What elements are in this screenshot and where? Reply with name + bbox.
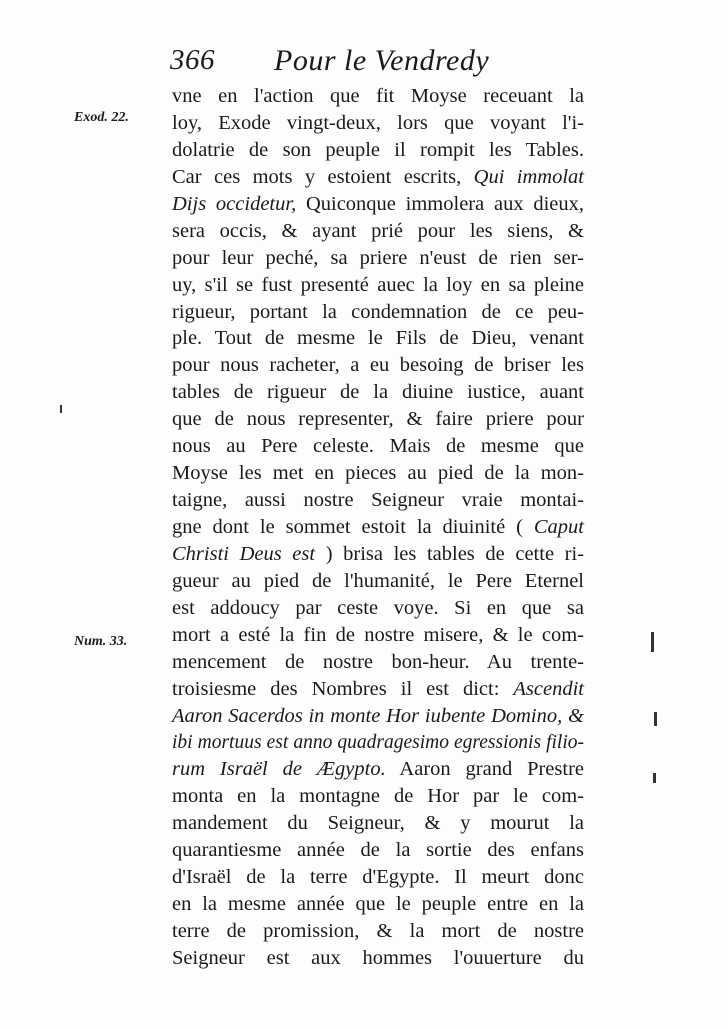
text-segment: Seigneur est aux hommes l'ouuerture du	[172, 947, 584, 969]
text-segment: Aaron grand Prestre	[385, 758, 584, 781]
text-line	[172, 164, 584, 191]
text-segment: pour nous racheter, a eu besoing de briser les	[172, 354, 584, 377]
text-segment: vne en l'action que fit Moyse receuant la	[172, 85, 584, 107]
text-line	[172, 756, 584, 783]
text-line	[172, 460, 584, 487]
text-segment: loy, Exode vingt-deux, lors que voyant l'i-	[172, 111, 584, 134]
text-line	[172, 245, 584, 272]
text-segment: quarantiesme année de la sortie des enfans	[172, 839, 584, 862]
text-segment: dolatrie de son peuple il rompit les Tables.	[172, 138, 584, 161]
text-segment: mencement de nostre bon-heur. Au trente-	[172, 650, 584, 673]
text-segment: Quiconque immolera aux dieux,	[296, 192, 584, 215]
latin-quotation: Caput	[533, 516, 584, 538]
text-line	[172, 406, 584, 433]
text-segment: monta en la montagne de Hor par le com-	[172, 785, 584, 808]
text-line	[172, 83, 584, 110]
body-text	[172, 83, 584, 972]
text-segment: en la mesme année que le peuple entre en la	[172, 893, 584, 916]
text-segment: gne dont le sommet estoit la diuinité (	[172, 516, 534, 538]
text-segment: terre de promission, & la mort de nostre	[172, 920, 584, 943]
text-segment: troisiesme des Nombres il est dict:	[172, 677, 514, 700]
text-segment: mort a esté la fin de nostre misere, & le com-	[172, 623, 584, 646]
text-line	[172, 110, 584, 137]
text-line	[172, 730, 584, 757]
text-line	[172, 433, 584, 460]
text-line	[172, 837, 584, 864]
text-segment: ple. Tout de mesme le Fils de Dieu, venant	[172, 327, 584, 350]
text-line	[172, 191, 584, 218]
text-segment: pour leur peché, sa priere n'eust de rien ser-	[172, 246, 584, 269]
text-line	[172, 218, 584, 245]
text-segment: Car ces mots y estoient escrits,	[172, 165, 474, 188]
ink-speck	[654, 712, 657, 726]
text-line	[172, 568, 584, 595]
latin-quotation: Ascendit	[513, 677, 584, 700]
ink-speck	[60, 405, 62, 413]
text-line	[172, 325, 584, 352]
page-number: 366	[170, 44, 215, 76]
text-line	[172, 514, 584, 541]
text-segment: d'Israël de la terre d'Egypte. Il meurt donc	[172, 866, 584, 889]
text-line	[172, 487, 584, 514]
text-segment: Moyse les met en pieces au pied de la mon-	[172, 462, 584, 485]
text-line	[172, 810, 584, 837]
text-line	[172, 379, 584, 406]
text-line	[172, 299, 584, 326]
text-line	[172, 137, 584, 164]
text-segment: taigne, aussi nostre Seigneur vraie montai-	[172, 489, 584, 512]
latin-quotation: Aaron Sacerdos in monte Hor iubente Domino, &	[172, 704, 584, 727]
text-segment: rigueur, portant la condemnation de ce peu-	[172, 300, 584, 323]
text-segment: est addoucy par ceste voye. Si en que sa	[172, 596, 584, 619]
latin-quotation: Qui immolat	[473, 165, 584, 188]
text-line	[172, 891, 584, 918]
text-line	[172, 703, 584, 730]
text-segment: sera occis, & ayant prié pour les siens, &	[172, 219, 584, 242]
text-line	[172, 272, 584, 299]
text-segment: uy, s'il se fust presenté auec la loy en sa pleine	[172, 273, 584, 296]
latin-quotation: ibi mortuus est anno quadragesimo egressionis filio-	[172, 731, 584, 753]
latin-quotation: rum Israël de Ægypto.	[172, 758, 386, 781]
ink-speck	[653, 773, 656, 783]
text-line	[172, 649, 584, 676]
text-segment: gueur au pied de l'humanité, le Pere Eternel	[172, 569, 584, 592]
text-segment: que de nous representer, & faire priere pour	[172, 408, 584, 431]
margin-note-numbers: Num. 33.	[74, 634, 128, 649]
text-segment: nous au Pere celeste. Mais de mesme que	[172, 435, 584, 458]
running-head	[170, 44, 590, 84]
text-line	[172, 676, 584, 703]
ink-speck	[651, 632, 654, 652]
text-line	[172, 622, 584, 649]
text-segment: tables de rigueur de la diuine iustice, auant	[172, 381, 584, 404]
latin-quotation: Dijs occidetur,	[172, 192, 297, 215]
running-title: Pour le Vendredy	[274, 44, 490, 77]
text-line	[172, 945, 584, 972]
text-line	[172, 352, 584, 379]
text-segment: ) brisa les tables de cette ri-	[315, 542, 584, 565]
text-line	[172, 541, 584, 568]
text-line	[172, 595, 584, 622]
latin-quotation: Christi Deus est	[172, 542, 316, 565]
text-line	[172, 864, 584, 891]
text-segment: mandement du Seigneur, & y mourut la	[172, 812, 584, 835]
text-line	[172, 783, 584, 810]
text-line	[172, 918, 584, 945]
margin-note-exodus: Exod. 22.	[74, 110, 129, 125]
